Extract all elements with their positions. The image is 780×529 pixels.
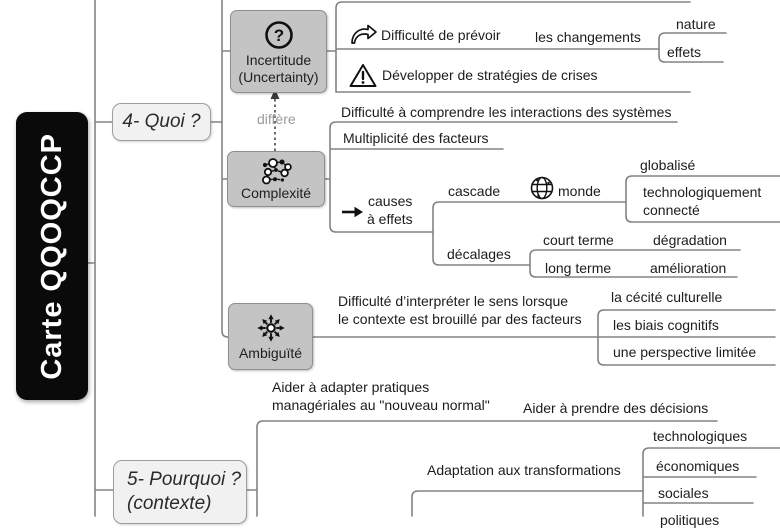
root-topic[interactable] [16,112,88,400]
topic-difficulte-prevoir[interactable]: Difficulté de prévoir [381,26,501,44]
topic-multiplicite-facteurs[interactable]: Multiplicité des facteurs [343,129,489,147]
scatter-arrows-icon [254,311,288,345]
topic-partial-bottom[interactable]: politiques [660,511,719,529]
topic-adapter-line1: Aider à adapter pratiques [272,378,490,396]
root-topic-label: Carte QQOQCCP [36,133,69,380]
topic-prendre-decisions[interactable]: Aider à prendre des décisions [523,399,708,417]
node-incertitude-label-2: (Uncertainty) [238,69,318,86]
differe-relation-label: diffère [257,110,296,128]
topic-nature[interactable]: nature [676,15,716,33]
curved-arrow-icon [349,22,379,46]
topic-biais-cognitifs[interactable]: les biais cognitifs [613,316,719,334]
network-cluster-icon [258,157,294,185]
topic-effets[interactable]: effets [667,43,701,61]
topic-interactions-systemes[interactable]: Difficulté à comprendre les interactions des systèmes [341,103,671,121]
node-complexite-label: Complexité [241,185,311,202]
topic-court-terme[interactable]: court terme [543,231,614,249]
topic-causes-line2: à effets [367,210,413,228]
branch-pourquoi-label-2: (contexte) [127,492,246,516]
svg-text:?: ? [273,26,283,45]
topic-adapter-line2: managériales au "nouveau normal" [272,396,490,414]
topic-techno-line2: connecté [643,201,761,219]
topic-interpreter-line1: Difficulté d’interpréter le sens lorsque [338,292,582,310]
warning-triangle-icon [348,62,378,89]
node-incertitude-label-1: Incertitude [246,52,311,69]
topic-long-terme[interactable]: long terme [545,259,611,277]
topic-interpreter-line2: le contexte est brouillé par des facteurs [338,310,582,328]
topic-technologiquement-connecte[interactable] [643,183,761,219]
topic-technologiques[interactable]: technologiques [653,427,747,445]
topic-strategies-crises[interactable]: Développer de stratégies de crises [382,66,598,84]
topic-causes-line1: causes [368,192,413,210]
question-circle-icon [262,18,296,52]
topic-globalise[interactable]: globalisé [640,156,695,174]
node-ambiguite[interactable] [228,303,313,370]
topic-perspective-limitee[interactable]: une perspective limitée [613,343,756,361]
topic-les-changements[interactable]: les changements [535,28,641,46]
branch-quoi-topic[interactable] [112,103,211,141]
topic-adaptation-transformations[interactable]: Adaptation aux transformations [427,461,621,479]
right-arrow-icon [340,204,364,220]
branch-quoi-label: 4- Quoi ? [122,111,200,133]
branch-pourquoi-topic[interactable] [113,460,247,524]
topic-cascade[interactable]: cascade [448,182,500,200]
topic-amelioration[interactable]: amélioration [650,259,726,277]
topic-interpreter-sens[interactable] [338,292,582,328]
topic-techno-line1: technologiquement [643,183,761,201]
topic-sociales[interactable]: sociales [658,484,709,502]
topic-cecite-culturelle[interactable]: la cécité culturelle [611,288,722,306]
branch-pourquoi-label-1: 5- Pourquoi ? [127,468,246,492]
topic-decalages[interactable]: décalages [447,245,511,263]
topic-causes-effets[interactable] [368,192,413,228]
node-incertitude[interactable] [230,10,327,93]
topic-degradation[interactable]: dégradation [653,231,727,249]
topic-economiques[interactable]: économiques [656,457,739,475]
topic-adapter-pratiques[interactable] [272,378,490,414]
globe-icon [529,175,555,201]
node-ambiguite-label: Ambiguïté [239,345,302,362]
topic-monde[interactable]: monde [558,182,601,200]
node-complexite[interactable] [227,151,325,207]
